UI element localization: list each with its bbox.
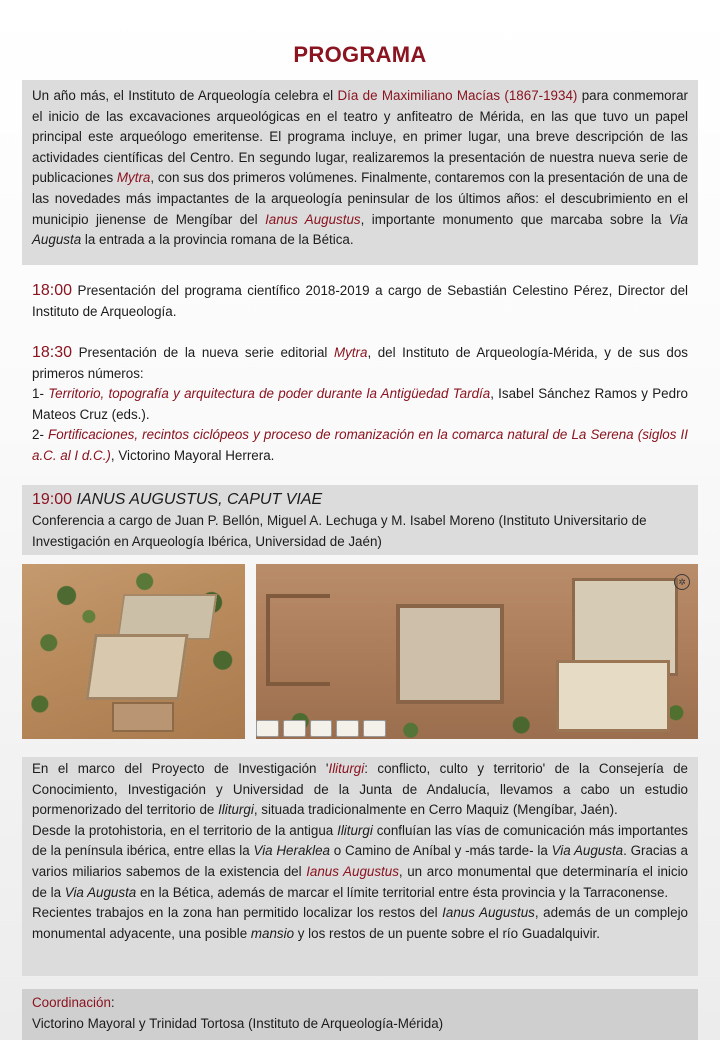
intro-text: , importante monumento que marcaba sobre la xyxy=(360,211,669,227)
project-description xyxy=(22,757,698,976)
logo-icon xyxy=(336,720,359,737)
session-1830 xyxy=(22,343,698,467)
aerial-photo-excavation xyxy=(22,564,245,739)
excavation-structure xyxy=(85,634,188,700)
mytra-term: Mytra xyxy=(116,170,151,186)
mytra-term: Mytra xyxy=(333,345,368,360)
session-text: Presentación del programa científico 2018-2019 a cargo de Sebastián Celestino Pérez, Director del Instituto de Arqueología. xyxy=(32,283,688,319)
logo-icon xyxy=(363,720,386,737)
intro-box xyxy=(22,80,698,265)
logo-icon xyxy=(283,720,306,737)
maximiliano-link[interactable]: Día de Maximiliano Macías (1867-1934) xyxy=(337,88,578,103)
via-augusta-term: Via Augusta xyxy=(32,211,688,248)
publication-authors: , Victorino Mayoral Herrera. xyxy=(110,447,275,463)
iliturgi-term: Iliturgi xyxy=(218,802,254,818)
publication-item-1 xyxy=(32,384,688,425)
page-title: PROGRAMA xyxy=(293,42,427,67)
text: , situada tradicionalmente en Cerro Maquiz (Mengíbar, Jaén). xyxy=(253,802,618,818)
description-paragraph xyxy=(32,821,688,903)
coordination-names: Victorino Mayoral y Trinidad Tortosa (Instituto de Arqueología-Mérida) xyxy=(32,1015,444,1031)
text: , un arco monumental que determinaría el inicio de la xyxy=(32,863,688,900)
ianus-term: Ianus Augustus xyxy=(442,905,535,921)
monument-foundation xyxy=(556,660,670,732)
text: confluían las vías de comunicación más importantes de la península ibérica, entre ellas la xyxy=(32,822,688,859)
publication-title: Territorio, topografía y arquitectura de poder durante la Antigüedad Tardía xyxy=(48,386,491,402)
item-number: 2- xyxy=(32,427,49,443)
ianus-term: Ianus Augustus xyxy=(306,863,399,879)
item-number: 1- xyxy=(32,386,49,402)
intro-text: , con sus dos primeros volúmenes. Finalmente, contaremos con la presentación de una de las novedades más impactantes de la arqueología peninsular de los últimos años: el descubrimiento en el municipio jienense de Mengíbar del xyxy=(32,170,688,227)
intro-text: para conmemorar el inicio de las excavaciones arqueológicas en el teatro y anfiteatro de Mérida, en las que tuvo un papel principal este arqueólogo emeritense. El programa incluye, en primer lugar, una breve descripción de las actividades científicas del Centro. En segundo lugar, realizaremos la presentación de nuestra nueva serie de publicaciones xyxy=(32,88,688,186)
session-time: 19:00 xyxy=(32,491,73,508)
session-1900 xyxy=(22,485,698,555)
publication-authors: , Isabel Sánchez Ramos y Pedro Mateos Cruz (eds.). xyxy=(32,386,688,422)
via-heraklea-term: Via Heraklea xyxy=(253,843,330,859)
coordination-colon: : xyxy=(110,995,115,1010)
text: , además de un complejo monumental adyacente, una posible xyxy=(32,905,689,941)
compass-icon: ✲ xyxy=(674,574,690,590)
text: : conflicto, culto y territorio' de la Consejería de Conocimiento, Investigación y Universidad de la Junta de Andalucía, llevamos a cabo un estudio pormenorizado del territorio de xyxy=(32,761,688,818)
wall-foundation xyxy=(266,594,330,686)
text: o Camino de Aníbal y -más tarde- la xyxy=(329,843,552,859)
via-augusta-term: Via Augusta xyxy=(551,843,624,859)
coordination-box xyxy=(22,989,698,1040)
publication-item-2 xyxy=(32,425,688,466)
session-text: , del Instituto de Arqueología-Mérida, y de sus dos primeros números: xyxy=(32,345,689,381)
intro-text: la entrada a la provincia romana de la Bética. xyxy=(81,232,354,248)
ianus-term: Ianus Augustus xyxy=(265,211,361,227)
text: Desde la protohistoria, en el territorio de la antigua xyxy=(32,822,338,838)
monument-foundation xyxy=(396,604,504,704)
coordination-label: Coordinación xyxy=(32,995,111,1010)
institution-logos xyxy=(256,720,386,736)
via-augusta-term: Via Augusta xyxy=(64,884,137,900)
conference-title: IANUS AUGUSTUS, CAPUT VIAE xyxy=(72,491,323,508)
iliturgi-term: Iliturgi xyxy=(328,761,365,776)
text: y los restos de un puente sobre el río Guadalquivir. xyxy=(294,925,600,941)
session-text: Presentación de la nueva serie editorial xyxy=(72,345,334,360)
text: . Gracias a varios miliarios sabemos de la existencia del xyxy=(32,843,688,879)
logo-icon xyxy=(310,720,333,737)
aerial-photo-overhead xyxy=(256,564,698,739)
session-1800 xyxy=(22,281,698,322)
text: en la Bética, además de marcar el límite territorial entre ésta provincia y la Tarraconense. xyxy=(136,884,669,900)
description-paragraph xyxy=(32,903,688,944)
session-time: 18:00 xyxy=(32,282,73,299)
intro-paragraph xyxy=(32,86,688,251)
logo-icon xyxy=(256,720,279,737)
description-paragraph xyxy=(32,759,688,821)
mansio-term: mansio xyxy=(250,925,295,941)
excavation-structure xyxy=(112,702,174,732)
session-time: 18:30 xyxy=(32,344,73,361)
intro-text: Un año más, el Instituto de Arqueología celebra el xyxy=(32,88,338,103)
publication-title: Fortificaciones, recintos ciclópeos y proceso de romanización en la comarca natural de La Serena (siglos II a.C. al I d.C.) xyxy=(32,427,688,463)
iliturgi-term: Iliturgi xyxy=(337,822,373,838)
text: En el marco del Proyecto de Investigación ' xyxy=(32,761,329,776)
conference-speakers: Conferencia a cargo de Juan P. Bellón, Miguel A. Lechuga y M. Isabel Moreno (Instituto Universitario de Investigación en Arqueología Ibérica, Universidad de Jaén) xyxy=(32,513,647,549)
text: Recientes trabajos en la zona han permitido localizar los restos del xyxy=(32,905,443,921)
